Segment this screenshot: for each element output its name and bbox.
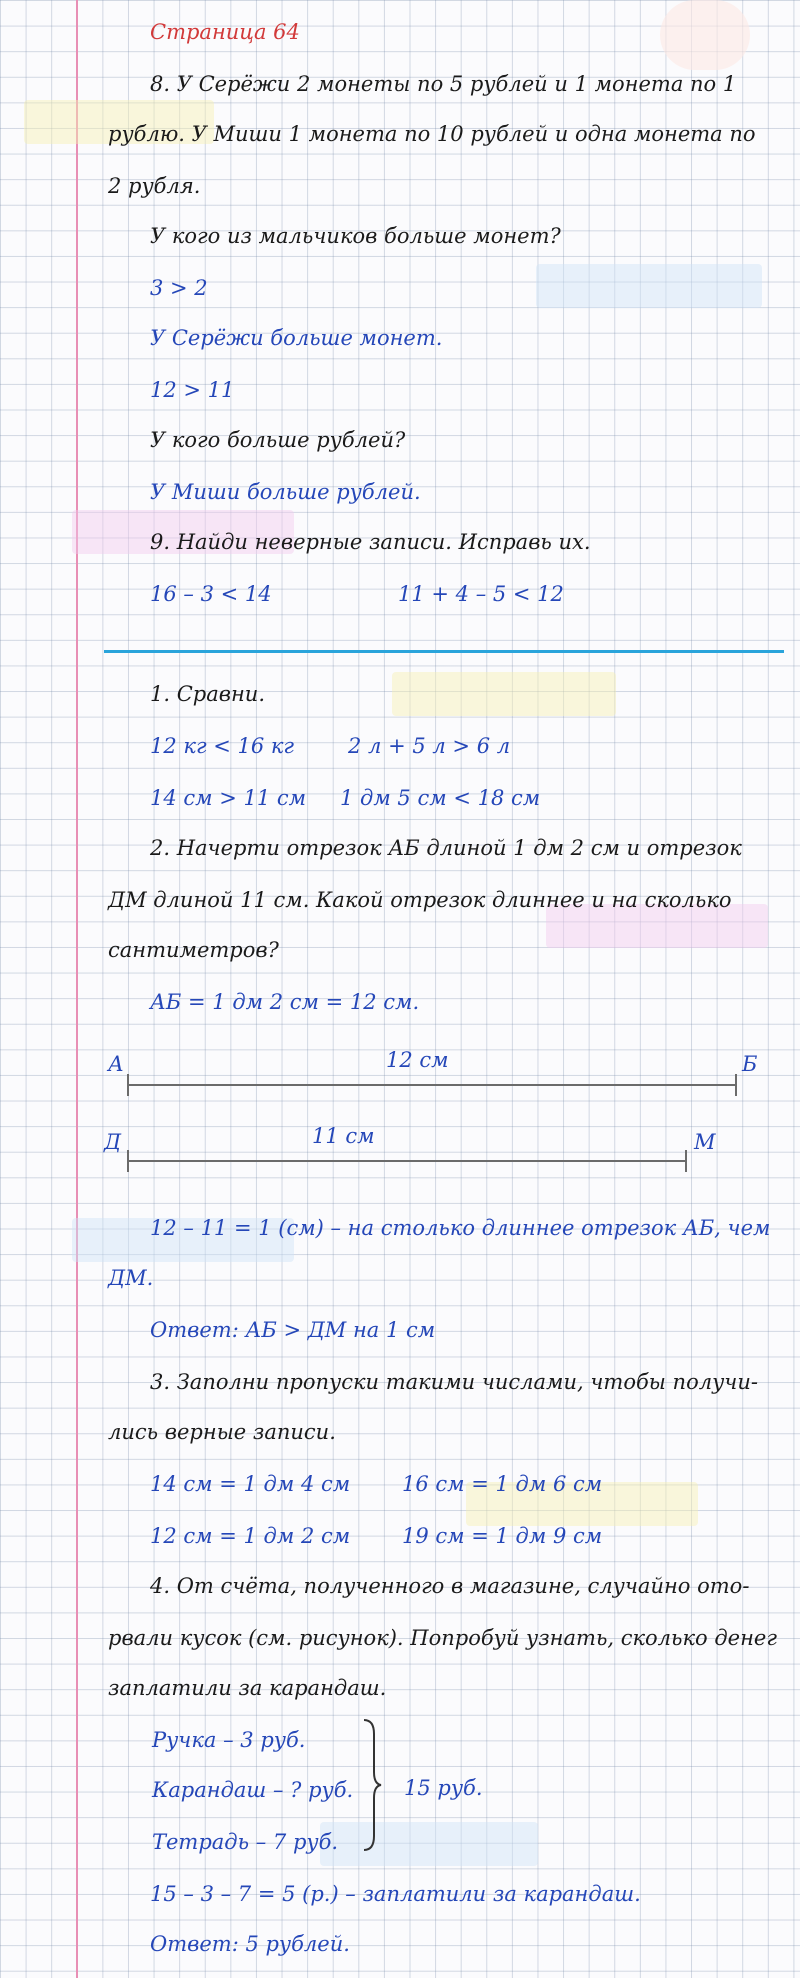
task3-row1-right: 16 см = 1 дм 6 см [402, 1472, 603, 1496]
task1-row2-right: 1 дм 5 см < 18 см [340, 786, 541, 810]
segment-dm-length-label: 11 см [312, 1124, 375, 1148]
task2-line1: 2. Начерти отрезок АБ длиной 1 дм 2 см и отрезок [150, 836, 742, 860]
task8-answer2: У Серёжи больше монет. [150, 326, 443, 350]
task4-line3: заплатили за карандаш. [108, 1676, 387, 1700]
task9-left: 16 – 3 < 14 [150, 582, 272, 606]
segment-ab-length-label: 12 см [386, 1048, 449, 1072]
task4-line1: 4. От счёта, полученного в магазине, случайно ото- [150, 1574, 750, 1598]
segment-dm-start-label: Д [104, 1130, 122, 1154]
task4-total: 15 руб. [404, 1776, 483, 1800]
task8-answer1: 3 > 2 [150, 276, 208, 300]
task3-row1-left: 14 см = 1 дм 4 см [150, 1472, 351, 1496]
task1-row1-right: 2 л + 5 л > 6 л [348, 734, 511, 758]
task4-line2: рвали кусок (см. рисунок). Попробуй узнать, сколько денег [108, 1626, 777, 1650]
task8-answer4: У Миши больше рублей. [150, 480, 421, 504]
task8-question1: У кого из мальчиков больше монет? [150, 224, 561, 248]
segment-ab-start-label: А [108, 1052, 124, 1076]
task9-right: 11 + 4 – 5 < 12 [398, 582, 564, 606]
task8-answer3: 12 > 11 [150, 378, 235, 402]
task3-line2: лись верные записи. [108, 1420, 336, 1444]
task4-item-pen: Ручка – 3 руб. [152, 1728, 306, 1752]
page-title: Страница 64 [150, 20, 300, 44]
watermark [536, 264, 762, 308]
task4-calc: 15 – 3 – 7 = 5 (р.) – заплатили за карандаш. [150, 1882, 641, 1906]
segment-dm [128, 1160, 686, 1162]
task2-answer: Ответ: АБ > ДМ на 1 см [150, 1318, 436, 1342]
task3-line1: 3. Заполни пропуски такими числами, чтобы получи- [150, 1370, 758, 1394]
task4-answer: Ответ: 5 рублей. [150, 1932, 350, 1956]
segment-ab-end-tick [735, 1074, 737, 1096]
task3-row2-left: 12 см = 1 дм 2 см [150, 1524, 351, 1548]
task2-answer-ab: АБ = 1 дм 2 см = 12 см. [150, 990, 420, 1014]
watermark [320, 1822, 538, 1866]
segment-dm-end-label: М [694, 1130, 716, 1154]
task1-row1-left: 12 кг < 16 кг [150, 734, 295, 758]
segment-ab [128, 1084, 736, 1086]
segment-dm-end-tick [685, 1150, 687, 1172]
task8-line1: 8. У Серёжи 2 монеты по 5 рублей и 1 монета по 1 [150, 72, 737, 96]
task4-item-pencil: Карандаш – ? руб. [152, 1778, 354, 1802]
task1-row2-left: 14 см > 11 см [150, 786, 307, 810]
task2-line3: сантиметров? [108, 938, 279, 962]
section-divider [104, 650, 784, 653]
watermark [392, 672, 616, 716]
task2-line2: ДМ длиной 11 см. Какой отрезок длиннее и на сколько [108, 888, 732, 912]
task8-question2: У кого больше рублей? [150, 428, 406, 452]
curly-brace-icon [362, 1718, 382, 1852]
segment-ab-end-label: Б [742, 1052, 758, 1076]
task2-calc-line1: 12 – 11 = 1 (см) – на столько длиннее отрезок АБ, чем [150, 1216, 771, 1240]
margin-line [76, 0, 78, 1978]
task4-item-notebook: Тетрадь – 7 руб. [152, 1830, 339, 1854]
task9-title: 9. Найди неверные записи. Исправь их. [150, 530, 591, 554]
task8-line3: 2 рубля. [108, 174, 201, 198]
task1-title: 1. Сравни. [150, 682, 265, 706]
watermark-logo [660, 0, 750, 70]
task2-calc-line2: ДМ. [108, 1266, 154, 1290]
task3-row2-right: 19 см = 1 дм 9 см [402, 1524, 603, 1548]
task8-line2: рублю. У Миши 1 монета по 10 рублей и одна монета по [108, 122, 756, 146]
